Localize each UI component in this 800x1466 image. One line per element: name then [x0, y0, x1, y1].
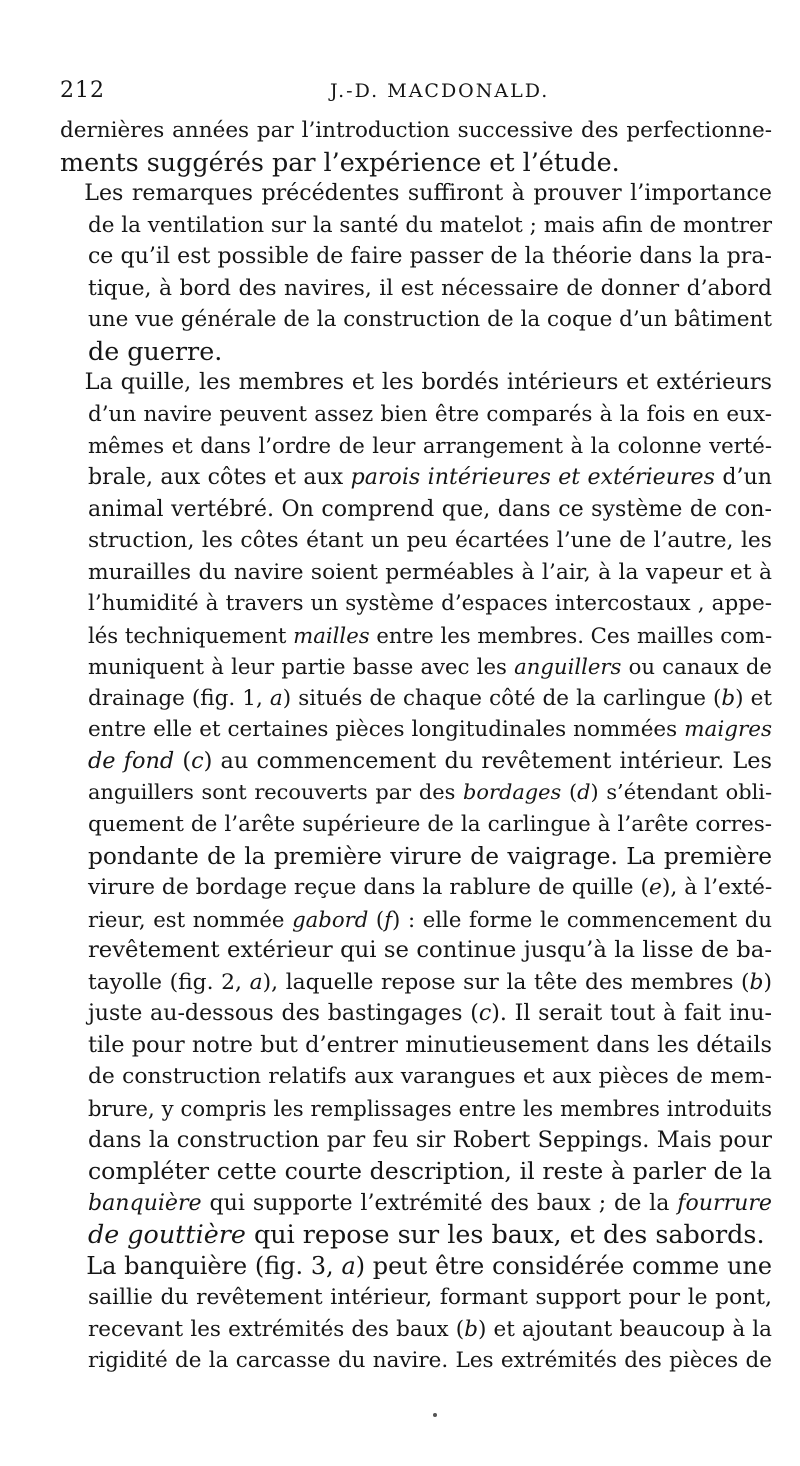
text-line: une vue générale de la construction de la coque d’un bâtiment — [87, 307, 772, 333]
text-line: de gouttière qui repose sur les baux, et des sabords. — [87, 1219, 765, 1250]
italic-term: parois intérieures et extérieures — [350, 464, 715, 491]
text-line: juste au-dessous des bastingages (c). Il serait tout à fait inu- — [87, 1000, 772, 1027]
body-text — [60, 115, 772, 1377]
text-line: de la ventilation sur la santé du matelot ; mais afin de montrer — [87, 212, 772, 238]
italic-term: anguillers — [514, 654, 622, 680]
text-line: l’humidité à travers un système d’espaces intercostaux , appe- — [87, 591, 772, 617]
text-line: de fond (c) au commencement du revêtement intérieur. Les — [87, 747, 772, 774]
text-line: animal vertébré. On comprend que, dans ce système de con- — [87, 495, 772, 522]
text-line: de guerre. — [87, 335, 223, 366]
text-line: tique, à bord des navires, il est nécessaire de donner d’abord — [87, 275, 772, 301]
text-line: tile pour notre but d’entrer minutieusement dans les détails — [87, 1031, 772, 1058]
text-line: dans la construction par feu sir Robert Seppings. Mais pour — [87, 1126, 772, 1153]
text-line: mêmes et dans l’ordre de leur arrangement à la colonne verté- — [87, 433, 772, 459]
running-title: J.-D. MACDONALD. — [330, 80, 550, 102]
italic-term: de fond — [87, 747, 175, 774]
text-line: lés techniquement mailles entre les membres. Ces mailles com- — [87, 622, 773, 648]
figure-letter: a — [341, 1251, 356, 1280]
text-line: entre elle et certaines pièces longitudinales nommées maigres — [87, 717, 773, 743]
italic-term: bordages — [463, 780, 562, 805]
figure-letter: b — [464, 1316, 478, 1342]
text-line: muniquent à leur partie basse avec les anguillers ou canaux de — [87, 654, 772, 680]
page-number: 212 — [60, 78, 105, 103]
print-speck — [433, 1413, 437, 1417]
paragraph — [60, 178, 772, 367]
italic-term: fourrure — [677, 1189, 772, 1216]
text-line: quement de l’arête supérieure de la carlingue à l’arête corres- — [87, 812, 772, 838]
figure-letter: c — [191, 747, 204, 774]
text-line: rigidité de la carcasse du navire. Les extrémités des pièces de — [87, 1348, 772, 1374]
text-line: banquière qui supporte l’extrémité des baux ; de la fourrure — [87, 1189, 772, 1216]
italic-term: mailles — [293, 622, 370, 648]
paragraph — [60, 367, 772, 1250]
text-line: ments suggérés par l’expérience et l’étude. — [60, 146, 620, 177]
text-line: La quille, les membres et les bordés intérieurs et extérieurs — [84, 369, 772, 396]
text-line: de construction relatifs aux varangues et aux pièces de mem- — [87, 1064, 772, 1090]
text-line: recevant les extrémités des baux (b) et ajoutant beaucoup à la — [87, 1316, 772, 1342]
text-line: ce qu’il est possible de faire passer de la théorie dans la pra- — [87, 243, 772, 270]
text-line: virure de bordage reçue dans la rablure de quille (e), à l’exté- — [87, 875, 773, 901]
italic-term: de gouttière — [87, 1219, 246, 1250]
text-line: tayolle (fig. 2, a), laquelle repose sur la tête des membres (b) — [87, 969, 772, 995]
paragraph — [60, 1251, 772, 1377]
text-line: rieur, est nommée gabord (f) : elle forme le commencement du — [87, 906, 772, 932]
text-line: pondante de la première virure de vaigrage. La première — [87, 842, 772, 870]
text-line: struction, les côtes étant un peu écartées l’une de l’autre, les — [87, 528, 772, 554]
text-line: dernières années par l’introduction successive des perfectionne- — [60, 118, 772, 143]
text-line: compléter cette courte description, il reste à parler de la — [87, 1157, 772, 1186]
text-line: Les remarques précédentes suffiront à prouver l’importance — [84, 180, 772, 207]
figure-letter: b — [721, 685, 736, 711]
figure-letter: b — [749, 969, 764, 995]
figure-letter: e — [648, 875, 662, 901]
text-line: brure, y compris les remplissages entre les membres introduits — [87, 1095, 772, 1121]
text-line: anguillers sont recouverts par des bordages (d) s’étendant obli- — [87, 780, 773, 805]
text-line: d’un navire peuvent assez bien être comparés à la fois en eux- — [87, 401, 772, 427]
figure-letter: f — [384, 906, 393, 932]
running-header — [60, 78, 760, 108]
italic-term: maigres — [684, 717, 773, 743]
text-line: La banquière (fig. 3, a) peut être considérée comme une — [86, 1251, 772, 1280]
figure-letter: d — [577, 780, 591, 805]
text-line: saillie du revêtement intérieur, formant support pour le pont, — [87, 1285, 772, 1311]
paragraph-continued — [60, 115, 772, 178]
text-line: brale, aux côtes et aux parois intérieures et extérieures d’un — [87, 464, 772, 491]
text-line: murailles du navire soient perméables à l’air, à la vapeur et à — [87, 559, 772, 585]
figure-letter: c — [478, 1000, 492, 1027]
italic-term: banquière — [87, 1189, 202, 1216]
figure-letter: a — [249, 969, 263, 995]
text-line: drainage (fig. 1, a) situés de chaque côté de la carlingue (b) et — [87, 685, 772, 711]
text-line: revêtement extérieur qui se continue jusqu’à la lisse de ba- — [87, 937, 772, 964]
figure-letter: a — [269, 685, 283, 711]
italic-term: gabord — [292, 906, 369, 932]
